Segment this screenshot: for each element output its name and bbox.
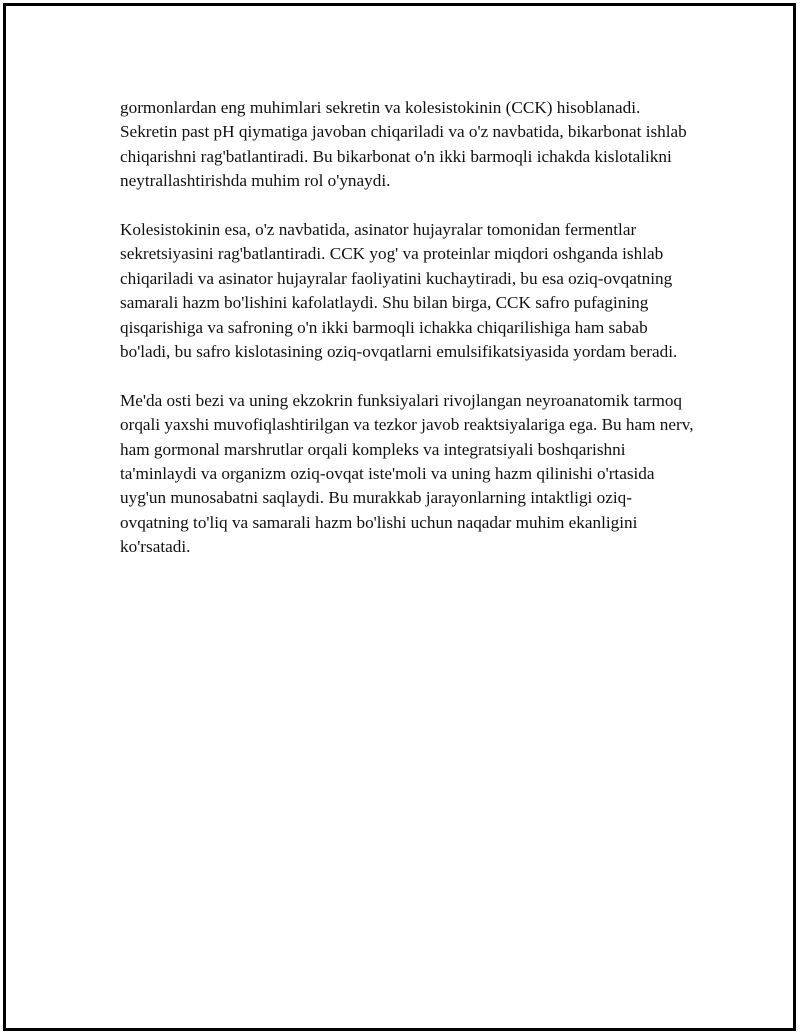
paragraph-2: Kolesistokinin esa, o'z navbatida, asinator hujayralar tomonidan fermentlar sekretsiyasini rag'batlantiradi. CCK yog' va proteinlar miqdori oshganda ishlab chiqariladi va asinator hujayralar faoliyatini kuchaytiradi, bu esa oziq-ovqatning samarali hazm bo'lishini kafolatlaydi. Shu bilan birga, CCK safro pufagining qisqarishiga va safroning o'n ikki barmoqli ichakka chiqarilishiga ham sabab bo'ladi, bu safro kislotasining oziq-ovqatlarni emulsifikatsiyasida yordam beradi. (120, 220, 678, 362)
document-body (120, 96, 700, 584)
paragraph-3: Me'da osti bezi va uning ekzokrin funksiyalari rivojlangan neyroanatomik tarmoq orqali yaxshi muvofiqlashtirilgan va tezkor javob reaktsiyalariga ega. Bu ham nerv, ham gormonal marshrutlar orqali kompleks va integratsiyali boshqarishni ta'minlaydi va organizm oziq-ovqat iste'moli va uning hazm qilinishi o'rtasida uyg'un munosabatni saqlaydi. Bu murakkab jarayonlarning intaktligi oziq-ovqatning to'liq va samarali hazm bo'lishi uchun naqadar muhim ekanligini ko'rsatadi. (120, 390, 694, 557)
paragraph-1: gormonlardan eng muhimlari sekretin va kolesistokinin (CCK) hisoblanadi. Sekretin past pH qiymatiga javoban chiqariladi va o'z navbatida, bikarbonat ishlab chiqarishni rag'batlantiradi. Bu bikarbonat o'n ikki barmoqli ichakda kislotalikni neytrallashtirishda muhim rol o'ynaydi. (120, 98, 687, 191)
page-frame (3, 3, 796, 1031)
